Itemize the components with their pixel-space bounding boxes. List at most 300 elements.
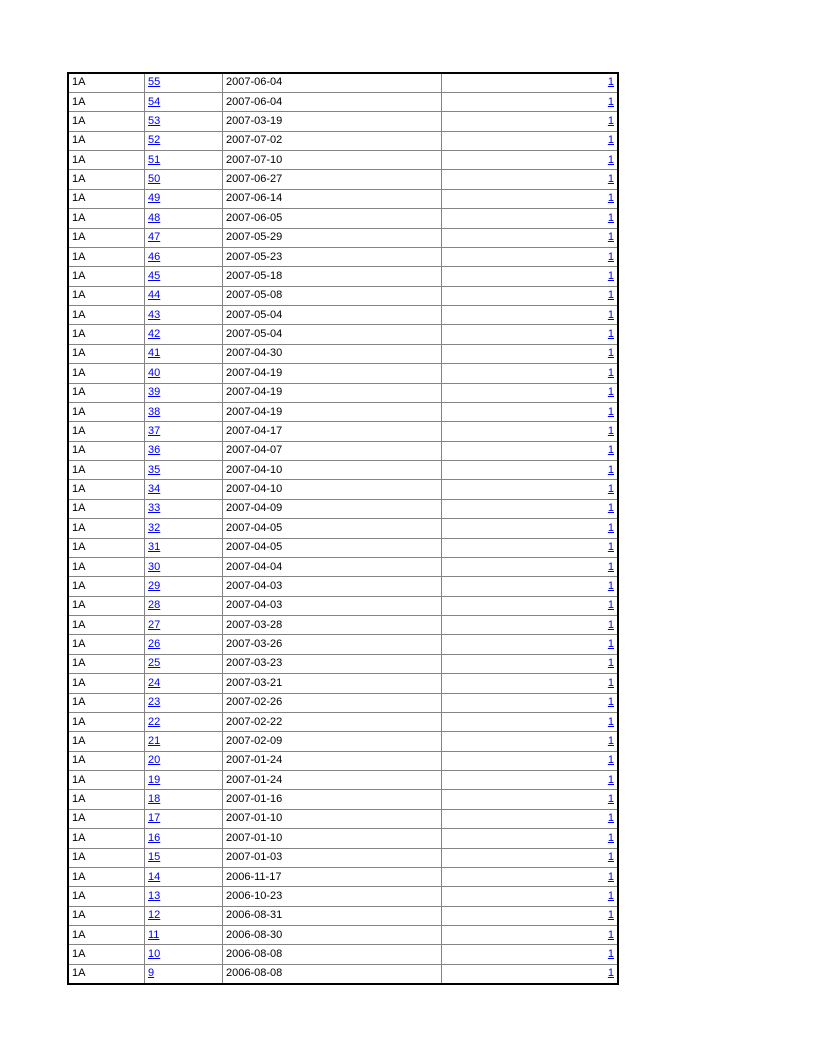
date-cell: 2007-05-08 bbox=[223, 286, 442, 305]
group-cell: 1A bbox=[68, 674, 145, 693]
group-cell: 1A bbox=[68, 247, 145, 266]
count-cell bbox=[442, 577, 619, 596]
table-row bbox=[68, 732, 618, 751]
date-cell: 2007-05-04 bbox=[223, 306, 442, 325]
date-cell: 2007-04-03 bbox=[223, 596, 442, 615]
table-row bbox=[68, 790, 618, 809]
record-link[interactable]: 53 bbox=[148, 114, 161, 127]
table-row bbox=[68, 557, 618, 576]
record-link[interactable]: 34 bbox=[148, 483, 161, 496]
record-cell bbox=[145, 887, 223, 906]
record-cell bbox=[145, 712, 223, 731]
count-link[interactable]: 1 bbox=[607, 134, 614, 147]
group-cell: 1A bbox=[68, 286, 145, 305]
record-cell bbox=[145, 538, 223, 557]
record-cell bbox=[145, 364, 223, 383]
record-cell bbox=[145, 461, 223, 480]
record-cell bbox=[145, 519, 223, 538]
record-cell bbox=[145, 189, 223, 208]
group-cell: 1A bbox=[68, 209, 145, 228]
group-cell: 1A bbox=[68, 790, 145, 809]
count-cell bbox=[442, 635, 619, 654]
record-link[interactable]: 24 bbox=[148, 676, 161, 689]
count-cell bbox=[442, 751, 619, 770]
group-cell: 1A bbox=[68, 945, 145, 964]
record-link[interactable]: 16 bbox=[148, 831, 161, 844]
count-link[interactable]: 1 bbox=[607, 347, 614, 360]
record-link[interactable]: 37 bbox=[148, 424, 161, 437]
record-link[interactable]: 32 bbox=[148, 521, 161, 534]
count-link[interactable]: 1 bbox=[607, 560, 614, 573]
record-link[interactable]: 47 bbox=[148, 231, 161, 244]
record-link[interactable]: 22 bbox=[148, 715, 161, 728]
count-cell bbox=[442, 848, 619, 867]
date-cell: 2007-02-09 bbox=[223, 732, 442, 751]
date-cell: 2007-05-29 bbox=[223, 228, 442, 247]
count-link[interactable]: 1 bbox=[607, 211, 614, 224]
count-cell bbox=[442, 790, 619, 809]
record-cell bbox=[145, 480, 223, 499]
table-row bbox=[68, 73, 618, 92]
count-cell bbox=[442, 344, 619, 363]
record-link[interactable]: 9 bbox=[148, 967, 155, 980]
date-cell: 2007-05-04 bbox=[223, 325, 442, 344]
table-row bbox=[68, 247, 618, 266]
table-row bbox=[68, 771, 618, 790]
count-link[interactable]: 1 bbox=[607, 948, 614, 961]
count-cell bbox=[442, 596, 619, 615]
count-link[interactable]: 1 bbox=[607, 773, 614, 786]
count-link[interactable]: 1 bbox=[607, 483, 614, 496]
count-cell bbox=[442, 461, 619, 480]
date-cell: 2006-10-23 bbox=[223, 887, 442, 906]
count-cell bbox=[442, 228, 619, 247]
count-cell bbox=[442, 887, 619, 906]
count-cell bbox=[442, 693, 619, 712]
count-link[interactable]: 1 bbox=[607, 696, 614, 709]
count-link[interactable]: 1 bbox=[607, 76, 614, 89]
date-cell: 2007-01-24 bbox=[223, 751, 442, 770]
table-row bbox=[68, 596, 618, 615]
group-cell: 1A bbox=[68, 519, 145, 538]
record-link[interactable]: 55 bbox=[148, 76, 161, 89]
record-link[interactable]: 19 bbox=[148, 773, 161, 786]
record-link[interactable]: 33 bbox=[148, 502, 161, 515]
table-row bbox=[68, 422, 618, 441]
count-link[interactable]: 1 bbox=[607, 870, 614, 883]
date-cell: 2007-03-28 bbox=[223, 616, 442, 635]
count-link[interactable]: 1 bbox=[607, 308, 614, 321]
record-link[interactable]: 48 bbox=[148, 211, 161, 224]
record-cell bbox=[145, 790, 223, 809]
records-table bbox=[67, 72, 619, 985]
count-link[interactable]: 1 bbox=[607, 95, 614, 108]
count-link[interactable]: 1 bbox=[607, 676, 614, 689]
record-link[interactable]: 15 bbox=[148, 851, 161, 864]
record-link[interactable]: 39 bbox=[148, 386, 161, 399]
record-link[interactable]: 50 bbox=[148, 173, 161, 186]
group-cell: 1A bbox=[68, 73, 145, 92]
record-cell bbox=[145, 809, 223, 828]
record-cell bbox=[145, 402, 223, 421]
count-link[interactable]: 1 bbox=[607, 909, 614, 922]
group-cell: 1A bbox=[68, 926, 145, 945]
record-link[interactable]: 36 bbox=[148, 444, 161, 457]
table-row bbox=[68, 829, 618, 848]
count-link[interactable]: 1 bbox=[607, 424, 614, 437]
table-row bbox=[68, 402, 618, 421]
date-cell: 2007-06-04 bbox=[223, 92, 442, 111]
record-link[interactable]: 35 bbox=[148, 463, 161, 476]
date-cell: 2007-05-23 bbox=[223, 247, 442, 266]
count-link[interactable]: 1 bbox=[607, 793, 614, 806]
table-row bbox=[68, 209, 618, 228]
count-cell bbox=[442, 557, 619, 576]
count-cell bbox=[442, 945, 619, 964]
group-cell: 1A bbox=[68, 131, 145, 150]
date-cell: 2007-03-21 bbox=[223, 674, 442, 693]
count-cell bbox=[442, 92, 619, 111]
count-link[interactable]: 1 bbox=[607, 463, 614, 476]
group-cell: 1A bbox=[68, 461, 145, 480]
date-cell: 2007-01-16 bbox=[223, 790, 442, 809]
date-cell: 2007-06-04 bbox=[223, 73, 442, 92]
table-row bbox=[68, 499, 618, 518]
record-link[interactable]: 28 bbox=[148, 599, 161, 612]
record-cell bbox=[145, 228, 223, 247]
date-cell: 2007-04-04 bbox=[223, 557, 442, 576]
record-link[interactable]: 49 bbox=[148, 192, 161, 205]
table-row bbox=[68, 887, 618, 906]
count-link[interactable]: 1 bbox=[607, 153, 614, 166]
group-cell: 1A bbox=[68, 383, 145, 402]
group-cell: 1A bbox=[68, 499, 145, 518]
count-cell bbox=[442, 926, 619, 945]
count-link[interactable]: 1 bbox=[607, 889, 614, 902]
date-cell: 2007-05-18 bbox=[223, 267, 442, 286]
record-link[interactable]: 41 bbox=[148, 347, 161, 360]
record-link[interactable]: 54 bbox=[148, 95, 161, 108]
records-table-body bbox=[68, 73, 618, 984]
date-cell: 2007-04-30 bbox=[223, 344, 442, 363]
record-cell bbox=[145, 286, 223, 305]
group-cell: 1A bbox=[68, 964, 145, 983]
record-cell bbox=[145, 596, 223, 615]
table-row bbox=[68, 635, 618, 654]
table-row bbox=[68, 286, 618, 305]
date-cell: 2006-11-17 bbox=[223, 867, 442, 886]
group-cell: 1A bbox=[68, 848, 145, 867]
table-row bbox=[68, 945, 618, 964]
record-cell bbox=[145, 926, 223, 945]
group-cell: 1A bbox=[68, 732, 145, 751]
date-cell: 2006-08-31 bbox=[223, 906, 442, 925]
count-link[interactable]: 1 bbox=[607, 638, 614, 651]
date-cell: 2007-04-10 bbox=[223, 480, 442, 499]
record-cell bbox=[145, 848, 223, 867]
record-link[interactable]: 42 bbox=[148, 328, 161, 341]
count-link[interactable]: 1 bbox=[607, 579, 614, 592]
count-cell bbox=[442, 771, 619, 790]
count-link[interactable]: 1 bbox=[607, 851, 614, 864]
group-cell: 1A bbox=[68, 112, 145, 131]
record-link[interactable]: 11 bbox=[148, 928, 160, 941]
record-cell bbox=[145, 964, 223, 983]
group-cell: 1A bbox=[68, 306, 145, 325]
record-link[interactable]: 18 bbox=[148, 793, 161, 806]
count-link[interactable]: 1 bbox=[607, 928, 614, 941]
record-cell bbox=[145, 732, 223, 751]
count-link[interactable]: 1 bbox=[607, 541, 614, 554]
record-link[interactable]: 23 bbox=[148, 696, 161, 709]
count-link[interactable]: 1 bbox=[607, 618, 614, 631]
count-link[interactable]: 1 bbox=[607, 173, 614, 186]
record-link[interactable]: 21 bbox=[148, 734, 161, 747]
record-link[interactable]: 38 bbox=[148, 405, 161, 418]
count-link[interactable]: 1 bbox=[607, 754, 614, 767]
count-cell bbox=[442, 131, 619, 150]
count-cell bbox=[442, 422, 619, 441]
count-cell bbox=[442, 674, 619, 693]
count-cell bbox=[442, 441, 619, 460]
record-link[interactable]: 44 bbox=[148, 289, 161, 302]
table-row bbox=[68, 151, 618, 170]
count-link[interactable]: 1 bbox=[607, 444, 614, 457]
count-link[interactable]: 1 bbox=[607, 366, 614, 379]
count-link[interactable]: 1 bbox=[607, 269, 614, 282]
group-cell: 1A bbox=[68, 480, 145, 499]
record-cell bbox=[145, 247, 223, 266]
record-cell bbox=[145, 945, 223, 964]
record-cell bbox=[145, 441, 223, 460]
record-cell bbox=[145, 422, 223, 441]
record-link[interactable]: 31 bbox=[148, 541, 161, 554]
count-cell bbox=[442, 170, 619, 189]
count-cell bbox=[442, 712, 619, 731]
record-link[interactable]: 27 bbox=[148, 618, 161, 631]
table-row bbox=[68, 577, 618, 596]
group-cell: 1A bbox=[68, 92, 145, 111]
count-link[interactable]: 1 bbox=[607, 250, 614, 263]
count-cell bbox=[442, 906, 619, 925]
table-row bbox=[68, 867, 618, 886]
table-row bbox=[68, 267, 618, 286]
count-link[interactable]: 1 bbox=[607, 599, 614, 612]
table-row bbox=[68, 131, 618, 150]
date-cell: 2007-01-24 bbox=[223, 771, 442, 790]
count-link[interactable]: 1 bbox=[607, 386, 614, 399]
table-row bbox=[68, 461, 618, 480]
group-cell: 1A bbox=[68, 887, 145, 906]
date-cell: 2007-03-19 bbox=[223, 112, 442, 131]
record-cell bbox=[145, 131, 223, 150]
table-row bbox=[68, 654, 618, 673]
count-cell bbox=[442, 267, 619, 286]
record-link[interactable]: 12 bbox=[148, 909, 161, 922]
record-link[interactable]: 25 bbox=[148, 657, 161, 670]
count-cell bbox=[442, 383, 619, 402]
date-cell: 2007-04-09 bbox=[223, 499, 442, 518]
count-cell bbox=[442, 112, 619, 131]
count-cell bbox=[442, 402, 619, 421]
count-link[interactable]: 1 bbox=[607, 114, 614, 127]
group-cell: 1A bbox=[68, 867, 145, 886]
record-link[interactable]: 10 bbox=[148, 948, 161, 961]
record-link[interactable]: 52 bbox=[148, 134, 161, 147]
group-cell: 1A bbox=[68, 829, 145, 848]
count-cell bbox=[442, 809, 619, 828]
date-cell: 2006-08-30 bbox=[223, 926, 442, 945]
date-cell: 2007-06-05 bbox=[223, 209, 442, 228]
table-row bbox=[68, 674, 618, 693]
count-cell bbox=[442, 151, 619, 170]
group-cell: 1A bbox=[68, 635, 145, 654]
count-cell bbox=[442, 325, 619, 344]
record-link[interactable]: 51 bbox=[148, 153, 161, 166]
record-cell bbox=[145, 693, 223, 712]
table-row bbox=[68, 538, 618, 557]
record-link[interactable]: 26 bbox=[148, 638, 161, 651]
count-cell bbox=[442, 867, 619, 886]
record-link[interactable]: 43 bbox=[148, 308, 161, 321]
record-cell bbox=[145, 151, 223, 170]
record-link[interactable]: 40 bbox=[148, 366, 161, 379]
group-cell: 1A bbox=[68, 402, 145, 421]
count-cell bbox=[442, 964, 619, 983]
record-cell bbox=[145, 383, 223, 402]
group-cell: 1A bbox=[68, 712, 145, 731]
date-cell: 2007-01-10 bbox=[223, 809, 442, 828]
count-cell bbox=[442, 519, 619, 538]
group-cell: 1A bbox=[68, 170, 145, 189]
record-cell bbox=[145, 92, 223, 111]
group-cell: 1A bbox=[68, 189, 145, 208]
date-cell: 2007-01-10 bbox=[223, 829, 442, 848]
record-cell bbox=[145, 73, 223, 92]
date-cell: 2007-06-14 bbox=[223, 189, 442, 208]
table-row bbox=[68, 92, 618, 111]
record-link[interactable]: 13 bbox=[148, 889, 161, 902]
count-link[interactable]: 1 bbox=[607, 231, 614, 244]
record-cell bbox=[145, 616, 223, 635]
group-cell: 1A bbox=[68, 364, 145, 383]
count-link[interactable]: 1 bbox=[607, 715, 614, 728]
table-row bbox=[68, 751, 618, 770]
group-cell: 1A bbox=[68, 906, 145, 925]
record-cell bbox=[145, 867, 223, 886]
table-row bbox=[68, 112, 618, 131]
table-row bbox=[68, 344, 618, 363]
table-row bbox=[68, 848, 618, 867]
date-cell: 2007-04-05 bbox=[223, 519, 442, 538]
table-row bbox=[68, 926, 618, 945]
table-row bbox=[68, 383, 618, 402]
group-cell: 1A bbox=[68, 654, 145, 673]
date-cell: 2007-04-19 bbox=[223, 364, 442, 383]
table-row bbox=[68, 964, 618, 983]
record-link[interactable]: 30 bbox=[148, 560, 161, 573]
group-cell: 1A bbox=[68, 538, 145, 557]
record-link[interactable]: 29 bbox=[148, 579, 161, 592]
table-row bbox=[68, 519, 618, 538]
count-cell bbox=[442, 616, 619, 635]
record-cell bbox=[145, 499, 223, 518]
count-link[interactable]: 1 bbox=[607, 734, 614, 747]
group-cell: 1A bbox=[68, 344, 145, 363]
record-link[interactable]: 20 bbox=[148, 754, 161, 767]
date-cell: 2007-07-02 bbox=[223, 131, 442, 150]
group-cell: 1A bbox=[68, 693, 145, 712]
date-cell: 2006-08-08 bbox=[223, 945, 442, 964]
count-cell bbox=[442, 499, 619, 518]
record-cell bbox=[145, 829, 223, 848]
count-link[interactable]: 1 bbox=[607, 521, 614, 534]
table-row bbox=[68, 906, 618, 925]
group-cell: 1A bbox=[68, 151, 145, 170]
record-cell bbox=[145, 674, 223, 693]
count-link[interactable]: 1 bbox=[607, 657, 614, 670]
record-cell bbox=[145, 771, 223, 790]
date-cell: 2007-03-26 bbox=[223, 635, 442, 654]
date-cell: 2007-07-10 bbox=[223, 151, 442, 170]
group-cell: 1A bbox=[68, 267, 145, 286]
date-cell: 2007-02-26 bbox=[223, 693, 442, 712]
record-link[interactable]: 17 bbox=[148, 812, 161, 825]
date-cell: 2007-04-03 bbox=[223, 577, 442, 596]
record-link[interactable]: 45 bbox=[148, 269, 161, 282]
group-cell: 1A bbox=[68, 325, 145, 344]
date-cell: 2007-03-23 bbox=[223, 654, 442, 673]
count-link[interactable]: 1 bbox=[607, 405, 614, 418]
record-cell bbox=[145, 906, 223, 925]
count-cell bbox=[442, 654, 619, 673]
count-link[interactable]: 1 bbox=[607, 812, 614, 825]
count-link[interactable]: 1 bbox=[607, 967, 614, 980]
date-cell: 2006-08-08 bbox=[223, 964, 442, 983]
record-cell bbox=[145, 751, 223, 770]
record-cell bbox=[145, 557, 223, 576]
table-row bbox=[68, 693, 618, 712]
count-link[interactable]: 1 bbox=[607, 328, 614, 341]
record-link[interactable]: 14 bbox=[148, 870, 161, 883]
count-cell bbox=[442, 306, 619, 325]
count-cell bbox=[442, 209, 619, 228]
count-link[interactable]: 1 bbox=[607, 192, 614, 205]
record-cell bbox=[145, 325, 223, 344]
date-cell: 2007-01-03 bbox=[223, 848, 442, 867]
table-row bbox=[68, 364, 618, 383]
count-link[interactable]: 1 bbox=[607, 502, 614, 515]
table-row bbox=[68, 616, 618, 635]
table-row bbox=[68, 441, 618, 460]
record-cell bbox=[145, 635, 223, 654]
table-row bbox=[68, 712, 618, 731]
count-cell bbox=[442, 73, 619, 92]
count-cell bbox=[442, 247, 619, 266]
table-row bbox=[68, 325, 618, 344]
count-link[interactable]: 1 bbox=[607, 289, 614, 302]
date-cell: 2007-04-05 bbox=[223, 538, 442, 557]
group-cell: 1A bbox=[68, 596, 145, 615]
group-cell: 1A bbox=[68, 422, 145, 441]
date-cell: 2007-04-07 bbox=[223, 441, 442, 460]
record-cell bbox=[145, 577, 223, 596]
table-row bbox=[68, 306, 618, 325]
count-link[interactable]: 1 bbox=[607, 831, 614, 844]
record-link[interactable]: 46 bbox=[148, 250, 161, 263]
record-cell bbox=[145, 267, 223, 286]
count-cell bbox=[442, 829, 619, 848]
